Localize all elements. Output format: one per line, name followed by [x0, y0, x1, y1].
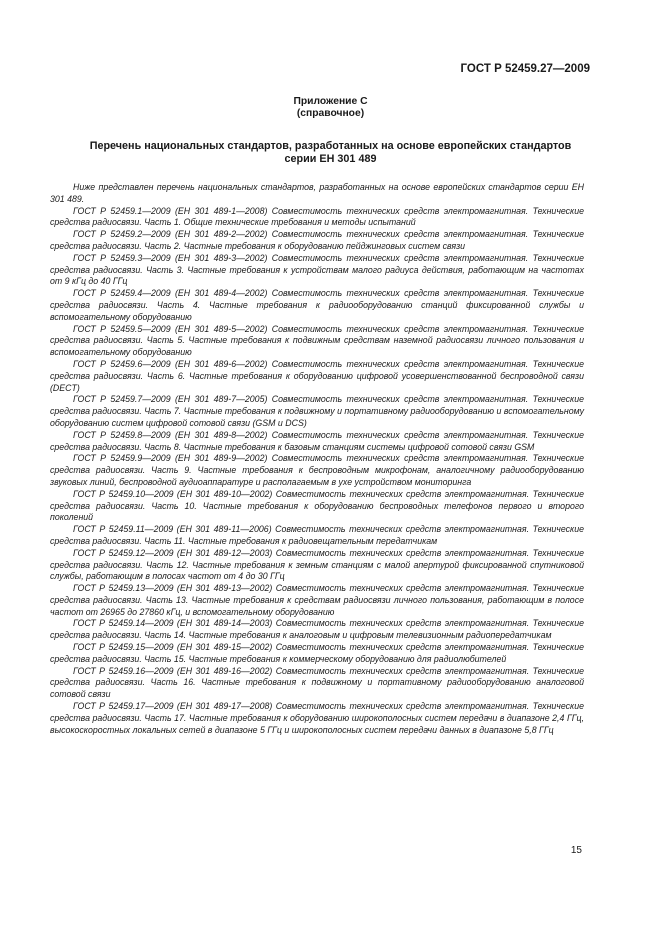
section-title-line-2: серии ЕН 301 489 [284, 152, 377, 165]
standard-entry: ГОСТ Р 52459.7—2009 (ЕН 301 489-7—2005) Совместимость технических средств электромагнитная. Технические средства радиосвязи. Часть 7. Частные требования к подвижному и портативному радиооборудованию и вспомогательному оборудованию систем цифровой сотовой связи (GSM и DCS) [50, 394, 584, 428]
intro-paragraph: Ниже представлен перечень национальных стандартов, разработанных на основе европейских стандартов серии ЕН 301 489. [50, 182, 584, 204]
section-title [60, 140, 601, 165]
section-title-line-1: Перечень национальных стандартов, разработанных на основе европейских стандартов [89, 140, 572, 152]
standard-entry: ГОСТ Р 52459.10—2009 (ЕН 301 489-10—2002) Совместимость технических средств электромагнитная. Технические средства радиосвязи. Часть 10. Частные требования к оборудованию беспроводных телефонов первого и второго поколений [50, 488, 584, 523]
standard-entry: ГОСТ Р 52459.16—2009 (ЕН 301 489-16—2002) Совместимость технических средств электромагнитная. Технические средства радиосвязи. Часть 16. Частные требования к подвижному и портативному радиооборудованию аналоговой сотовой связи [50, 665, 584, 700]
standard-entry: ГОСТ Р 52459.8—2009 (ЕН 301 489-8—2002) Совместимость технических средств электромагнитная. Технические средства радиосвязи. Часть 8. Частные требования к базовым станциям системы цифровой сотовой связи GSM [50, 429, 584, 452]
annex-heading [0, 96, 661, 120]
standard-entry: ГОСТ Р 52459.1—2009 (ЕН 301 489-1—2008) Совместимость технических средств электромагнитная. Технические средства радиосвязи. Часть 1. Общие технические требования и методы испытаний [50, 205, 584, 228]
standard-entry: ГОСТ Р 52459.13—2009 (ЕН 301 489-13—2002) Совместимость технических средств электромагнитная. Технические средства радиосвязи. Часть 13. Частные требования к средствам радиосвязи личного пользования, работающим в полосе частот от 26965 до 27860 кГц, и вспомогательному оборудованию [50, 583, 584, 617]
standard-entry: ГОСТ Р 52459.17—2009 (ЕН 301 489-17—2008) Совместимость технических средств электромагнитная. Технические средства радиосвязи. Часть 17. Частные требования к оборудованию широкополосных систем передачи в диапазоне 2,4 ГГц, высокоскоростных локальных сетей в диапазоне 5 ГГц и широкополосных систем передачи данных в диапазоне 5,8 ГГц [50, 701, 584, 735]
standards-list [50, 182, 584, 736]
standard-entry: ГОСТ Р 52459.14—2009 (ЕН 301 489-14—2003) Совместимость технических средств электромагнитная. Технические средства радиосвязи. Часть 14. Частные требования к аналоговым и цифровым телевизионным радиопередатчикам [50, 618, 584, 641]
standard-entry: ГОСТ Р 52459.6—2009 (ЕН 301 489-6—2002) Совместимость технических средств электромагнитная. Технические средства радиосвязи. Часть 6. Частные требования к оборудованию цифровой усовершенствованной беспроводной связи (DECT) [50, 358, 584, 393]
standard-entry: ГОСТ Р 52459.11—2009 (ЕН 301 489-11—2006) Совместимость технических средств электромагнитная. Технические средства радиосвязи. Часть 11. Частные требования к радиовещательным передатчикам [50, 524, 584, 546]
standard-entry: ГОСТ Р 52459.3—2009 (ЕН 301 489-3—2002) Совместимость технических средств электромагнитная. Технические средства радиосвязи. Часть 3. Частные требования к устройствам малого радиуса действия, работающим на частотах от 9 кГц до 40 ГГц [50, 252, 584, 287]
document-number: ГОСТ Р 52459.27—2009 [460, 63, 590, 75]
annex-type: (справочное) [296, 108, 365, 119]
standard-entry: ГОСТ Р 52459.2—2009 (ЕН 301 489-2—2002) Совместимость технических средств электромагнитная. Технические средства радиосвязи. Часть 2. Частные требования к оборудованию пейджинговых систем связи [50, 229, 584, 251]
standard-entry: ГОСТ Р 52459.4—2009 (ЕН 301 489-4—2002) Совместимость технических средств электромагнитная. Технические средства радиосвязи. Часть 4. Частные требования к радиооборудованию станций фиксированной службы и вспомогательному оборудованию [50, 288, 584, 322]
standard-entry: ГОСТ Р 52459.12—2009 (ЕН 301 489-12—2003) Совместимость технических средств электромагнитная. Технические средства радиосвязи. Часть 12. Частные требования к земным станциям с малой апертурой фиксированной спутниковой службы, работающим в полосах частот от 4 до 30 ГГц [50, 547, 584, 582]
page-number: 15 [570, 845, 582, 856]
standard-entry: ГОСТ Р 52459.9—2009 (ЕН 301 489-9—2002) Совместимость технических средств электромагнитная. Технические средства радиосвязи. Часть 9. Частные требования к беспроводным микрофонам, аналогичному радиооборудованию звуковых линий, беспроводной аудиоаппаратуре и располагаемым в ухе устройством мониторинга [50, 453, 584, 487]
standard-entry: ГОСТ Р 52459.15—2009 (ЕН 301 489-15—2002) Совместимость технических средств электромагнитная. Технические средства радиосвязи. Часть 15. Частные требования к коммерческому оборудованию для радиолюбителей [50, 642, 584, 664]
annex-label: Приложение С [293, 96, 368, 107]
standard-entry: ГОСТ Р 52459.5—2009 (ЕН 301 489-5—2002) Совместимость технических средств электромагнитная. Технические средства радиосвязи. Часть 5. Частные требования к подвижным средствам наземной радиосвязи личного пользования и вспомогательному оборудованию [50, 323, 584, 358]
